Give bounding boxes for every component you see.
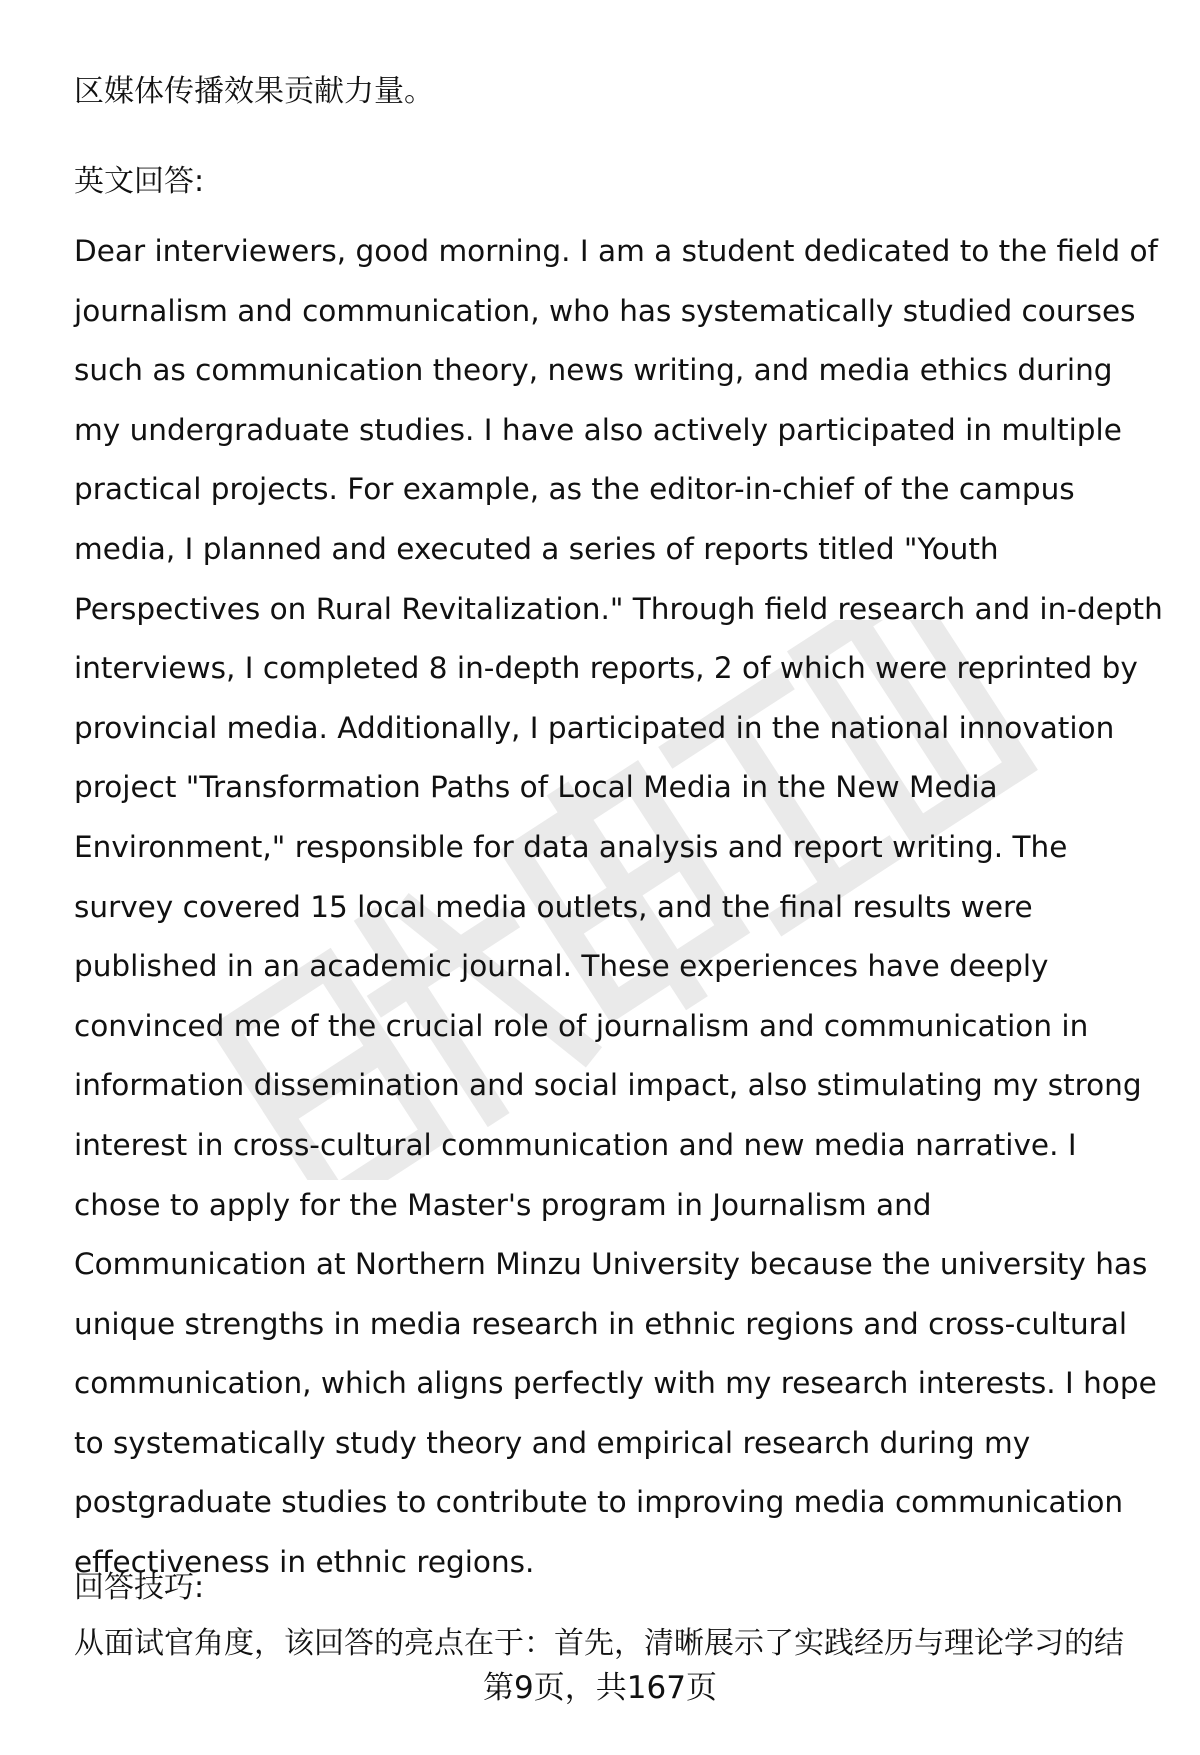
english-answer-paragraph: Dear interviewers, good morning. I am a student dedicated to the field of journalism and communication, who has systematically studied courses such as communication theory, news writing, and media ethics during my undergraduate studies. I have also actively participated in multiple practical projects. For example, as the editor-in-chief of the campus media, I planned and executed a series of reports titled "Youth Perspectives on Rural Revitalization." Through field research and in-depth interviews, I completed 8 in-depth reports, 2 of which were reprinted by provincial media. Additionally, I participated in the national innovation project "Transformation Paths of Local Media in the New Media Environment," responsible for data analysis and report writing. The survey covered 15 local media outlets, and the final results were published in an academic journal. These experiences have deeply convinced me of the crucial role of journalism and communication in information dissemination and social impact, also stimulating my strong interest in cross-cultural communication and new media narrative. I chose to apply for the Master's program in Journalism and Communication at Northern Minzu University because the university has unique strengths in media research in ethnic regions and cross-cultural communication, which aligns perfectly with my research interests. I hope to systematically study theory and empirical research during my postgraduate studies to contribute to improving media communication effectiveness in ethnic regions.: [74, 234, 1163, 1580]
continuation-line: 区媒体传播效果贡献力量。: [74, 74, 434, 109]
page-number-footer: 第9页，共167页: [483, 1670, 717, 1706]
english-answer-heading: 英文回答:: [74, 164, 205, 199]
tips-heading: 回答技巧:: [74, 1570, 205, 1605]
tips-first-line: 从面试官角度，该回答的亮点在于：首先，清晰展示了实践经历与理论学习的结: [74, 1626, 1124, 1661]
